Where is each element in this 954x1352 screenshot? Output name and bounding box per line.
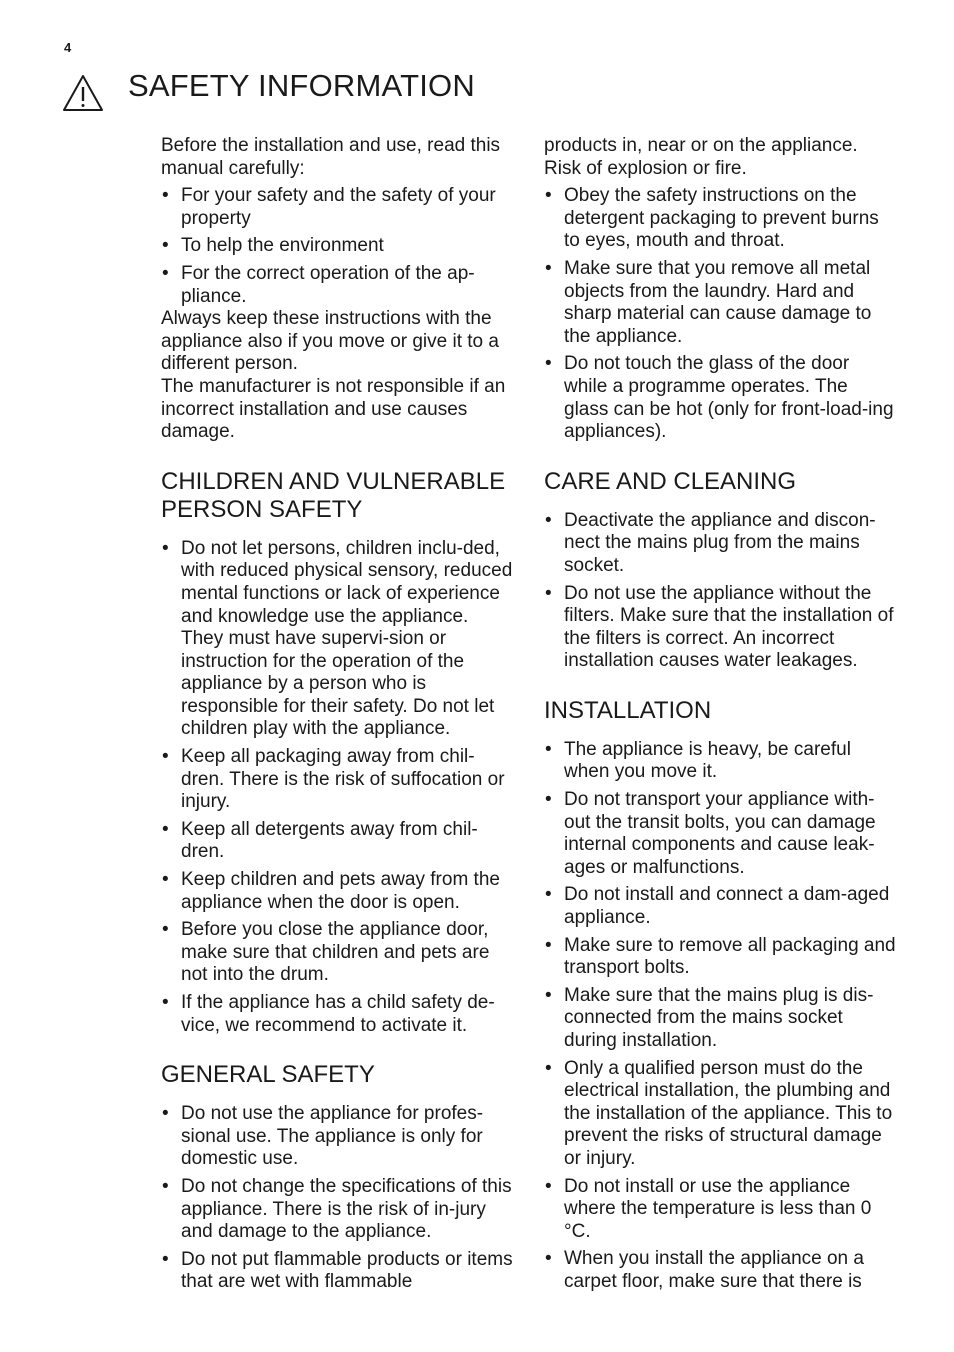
list-item: • Before you close the appliance door, make sure that children and pets are not into the drum. [161,919,513,987]
list-item: • If the appliance has a child safety de-vice, we recommend to activate it. [161,992,513,1037]
general-continued-list [544,185,896,444]
list-item: • Do not install or use the appliance where the temperature is less than 0 °C. [544,1176,896,1244]
intro-keep-text: Always keep these instructions with the appliance also if you move or give it to a different person. [161,308,499,375]
general-continued-text: products in, near or on the appliance. Risk of explosion or fire. [544,135,858,179]
list-item: • Do not change the specifications of this appliance. There is the risk of in-jury and damage to the appliance. [161,1176,513,1244]
list-item: • Keep all detergents away from chil-dren. [161,819,513,864]
intro-manufacturer-text: The manufacturer is not responsible if an incorrect installation and use causes damage. [161,375,506,443]
warning-triangle-icon [62,74,104,112]
list-item: • Do not put flammable products or items that are wet with flammable [161,1249,513,1294]
intro-text: Before the installation and use, read this manual carefully: [161,135,501,179]
list-item: • Keep all packaging away from chil-dren. There is the risk of suffocation or injury. [161,746,513,814]
list-item: • To help the environment [161,235,513,258]
section-heading-children: CHILDREN AND VULNERABLE PERSON SAFETY [161,467,506,523]
list-item: • Do not transport your appliance with-out the transit bolts, you can damage internal components and cause leak-ages or malfunctions. [544,789,896,879]
care-list [544,510,896,673]
list-item: • Make sure to remove all packaging and transport bolts. [544,935,896,980]
list-item: • Keep children and pets away from the appliance when the door is open. [161,869,513,914]
list-item: • Only a qualified person must do the electrical installation, the plumbing and the installation of the appliance. This to prevent the risks of structural damage or injury. [544,1058,896,1171]
list-item: • Make sure that you remove all metal objects from the laundry. Hard and sharp material can cause damage to the appliance. [544,258,896,348]
general-list [161,1103,513,1294]
list-item: • Do not use the appliance without the filters. Make sure that the installation of the filters is correct. An incorrect installation causes water leakages. [544,583,896,673]
list-item: • The appliance is heavy, be careful when you move it. [544,739,896,784]
intro-list [161,185,513,308]
left-column [161,135,513,1294]
list-item: • For the correct operation of the ap-pliance. [161,263,513,308]
right-column [544,135,896,1294]
section-heading-general: GENERAL SAFETY [161,1061,375,1089]
list-item: • For your safety and the safety of your property [161,185,513,230]
list-item: • Make sure that the mains plug is dis-connected from the mains socket during installation. [544,985,896,1053]
children-list [161,538,513,1037]
list-item: • Do not touch the glass of the door while a programme operates. The glass can be hot (only for front-load-ing appliances). [544,353,896,443]
list-item: • Do not install and connect a dam-aged appliance. [544,884,896,929]
list-item: • Deactivate the appliance and discon-nect the mains plug from the mains socket. [544,510,896,578]
list-item: • When you install the appliance on a carpet floor, make sure that there is [544,1248,896,1293]
section-heading-care: CARE AND CLEANING [544,467,797,495]
list-item: • Do not let persons, children inclu-ded, with reduced physical sensory, reduced mental functions or lack of experience and knowledge use the appliance. They must have supervi-sion or instruction for the operation of the appliance by a person who is responsible for their safety. Do not let children play with the appliance. [161,538,513,741]
installation-list [544,739,896,1294]
page-title: SAFETY INFORMATION [128,68,475,103]
list-item: • Do not use the appliance for profes-sional use. The appliance is only for domestic use. [161,1103,513,1171]
page-number: 4 [64,40,72,55]
section-heading-installation: INSTALLATION [544,696,712,724]
list-item: • Obey the safety instructions on the detergent packaging to prevent burns to eyes, mouth and throat. [544,185,896,253]
